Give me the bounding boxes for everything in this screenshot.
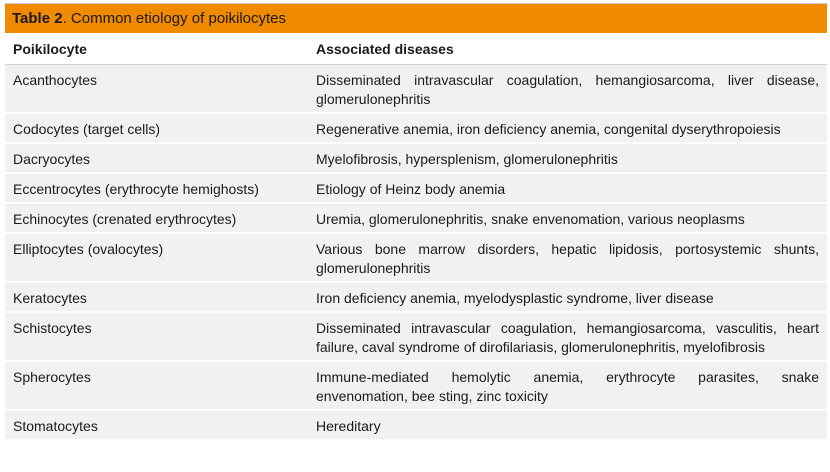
cell-poikilocyte: Echinocytes (crenated erythrocytes) [5,203,308,233]
cell-poikilocyte: Schistocytes [5,312,308,361]
table-caption [5,4,827,33]
table-row [5,233,827,282]
cell-poikilocyte: Keratocytes [5,282,308,312]
table-caption-label: Table 2 [12,10,63,27]
table-row [5,113,827,143]
table-caption-text: . Common etiology of poikilocytes [62,10,287,27]
table-row [5,173,827,203]
table-row [5,312,827,361]
header-associated-diseases: Associated diseases [308,33,827,65]
cell-poikilocyte: Dacryocytes [5,143,308,173]
cell-diseases: Immune-mediated hemolytic anemia, erythrocyte parasites, snake envenomation, bee sting, zinc toxicity [308,361,827,410]
table-row [5,143,827,173]
cell-diseases: Myelofibrosis, hypersplenism, glomerulonephritis [308,143,827,173]
cell-poikilocyte: Elliptocytes (ovalocytes) [5,233,308,282]
cell-poikilocyte: Codocytes (target cells) [5,113,308,143]
cell-poikilocyte: Acanthocytes [5,65,308,114]
cell-diseases: Disseminated intravascular coagulation, hemangiosarcoma, liver disease, glomerulonephritis [308,65,827,114]
header-row [5,33,827,65]
poikilocyte-table [5,3,827,441]
table-row [5,361,827,410]
cell-diseases: Regenerative anemia, iron deficiency anemia, congenital dyserythropoiesis [308,113,827,143]
cell-diseases: Uremia, glomerulonephritis, snake envenomation, various neoplasms [308,203,827,233]
cell-poikilocyte: Eccentrocytes (erythrocyte hemighosts) [5,173,308,203]
cell-poikilocyte: Spherocytes [5,361,308,410]
table-row [5,282,827,312]
cell-diseases: Etiology of Heinz body anemia [308,173,827,203]
table-row [5,65,827,114]
cell-diseases: Iron deficiency anemia, myelodysplastic syndrome, liver disease [308,282,827,312]
cell-diseases: Disseminated intravascular coagulation, hemangiosarcoma, vasculitis, heart failure, caval syndrome of dirofilariasis, glomerulonephritis, myelofibrosis [308,312,827,361]
table-row [5,203,827,233]
header-poikilocyte: Poikilocyte [5,33,308,65]
etiology-table [5,33,827,441]
cell-poikilocyte: Stomatocytes [5,410,308,440]
table-row [5,410,827,440]
cell-diseases: Hereditary [308,410,827,440]
cell-diseases: Various bone marrow disorders, hepatic lipidosis, portosystemic shunts, glomerulonephritis [308,233,827,282]
